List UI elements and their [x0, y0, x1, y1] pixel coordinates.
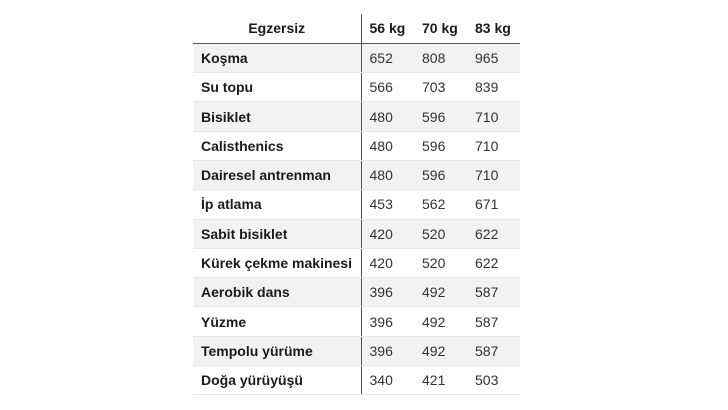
exercise-name: Su topu [193, 73, 361, 102]
table-row [193, 307, 520, 336]
value-83kg: 503 [467, 366, 520, 395]
table-row [193, 336, 520, 365]
exercise-name: Koşma [193, 43, 361, 72]
header-56kg: 56 kg [361, 14, 414, 43]
table-row [193, 43, 520, 72]
value-83kg: 587 [467, 336, 520, 365]
value-70kg: 421 [414, 366, 467, 395]
value-70kg: 596 [414, 160, 467, 189]
value-70kg: 492 [414, 336, 467, 365]
value-70kg: 596 [414, 102, 467, 131]
exercise-name: Aerobik dans [193, 278, 361, 307]
table-row [193, 102, 520, 131]
table-row [193, 278, 520, 307]
exercise-calorie-table [193, 14, 520, 395]
value-83kg: 622 [467, 219, 520, 248]
exercise-name: Kürek çekme makinesi [193, 248, 361, 277]
table-row [193, 219, 520, 248]
exercise-name: Tempolu yürüme [193, 336, 361, 365]
value-83kg: 710 [467, 160, 520, 189]
value-83kg: 587 [467, 307, 520, 336]
table-row [193, 248, 520, 277]
table-body [193, 43, 520, 395]
value-56kg: 480 [361, 102, 414, 131]
header-row [193, 14, 520, 43]
header-70kg: 70 kg [414, 14, 467, 43]
value-56kg: 566 [361, 73, 414, 102]
value-83kg: 965 [467, 43, 520, 72]
value-83kg: 587 [467, 278, 520, 307]
table-header [193, 14, 520, 43]
value-56kg: 396 [361, 307, 414, 336]
value-70kg: 520 [414, 219, 467, 248]
table-row [193, 73, 520, 102]
value-70kg: 808 [414, 43, 467, 72]
table-row [193, 160, 520, 189]
value-70kg: 703 [414, 73, 467, 102]
table-row [193, 190, 520, 219]
exercise-name: Dairesel antrenman [193, 160, 361, 189]
value-70kg: 596 [414, 131, 467, 160]
value-83kg: 839 [467, 73, 520, 102]
value-56kg: 480 [361, 160, 414, 189]
value-70kg: 492 [414, 278, 467, 307]
value-70kg: 562 [414, 190, 467, 219]
value-56kg: 420 [361, 219, 414, 248]
header-exercise: Egzersiz [193, 14, 361, 43]
exercise-name: Bisiklet [193, 102, 361, 131]
value-83kg: 710 [467, 131, 520, 160]
value-83kg: 622 [467, 248, 520, 277]
value-56kg: 396 [361, 278, 414, 307]
exercise-name: Sabit bisiklet [193, 219, 361, 248]
exercise-name: Doğa yürüyüşü [193, 366, 361, 395]
value-56kg: 453 [361, 190, 414, 219]
value-56kg: 652 [361, 43, 414, 72]
value-56kg: 480 [361, 131, 414, 160]
value-56kg: 340 [361, 366, 414, 395]
value-70kg: 520 [414, 248, 467, 277]
value-56kg: 420 [361, 248, 414, 277]
table-row [193, 131, 520, 160]
value-56kg: 396 [361, 336, 414, 365]
exercise-name: İp atlama [193, 190, 361, 219]
exercise-name: Yüzme [193, 307, 361, 336]
value-83kg: 671 [467, 190, 520, 219]
header-83kg: 83 kg [467, 14, 520, 43]
value-83kg: 710 [467, 102, 520, 131]
exercise-name: Calisthenics [193, 131, 361, 160]
value-70kg: 492 [414, 307, 467, 336]
table-row [193, 366, 520, 395]
